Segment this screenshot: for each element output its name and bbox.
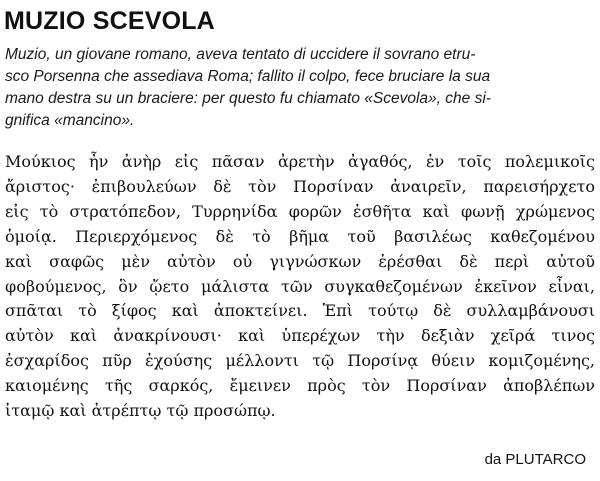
greek-line: ἄριστος· ἐπιβουλεύων δὲ τὸν Πορσίναν ἀναιρεῖν, παρεισήρχετο — [5, 176, 595, 196]
intro-paragraph — [5, 44, 590, 132]
greek-line: αὐτὸν καὶ ἀνακρίνουσι· καὶ ὑπερέχων τὴν δεξιὰν χεῖρά τινος — [5, 326, 595, 346]
greek-text-body — [5, 150, 595, 424]
greek-line: Μούκιος ἦν ἀνὴρ εἰς πᾶσαν ἀρετὴν ἀγαθός, ἐν τοῖς πολεμικοῖς — [5, 152, 595, 171]
greek-line: ὁμοίᾳ. Περιερχόμενος δὲ τὸ βῆμα τοῦ βασιλέως καθεζομένου — [5, 226, 595, 246]
intro-line: gnifica «mancino». — [5, 112, 135, 129]
greek-line: ἐσχαρίδος πῦρ ἐχούσης μέλλοντι τῷ Πορσίνᾳ θύειν κομιζομένης, — [5, 351, 595, 371]
greek-line: εἰς τὸ στρατόπεδον, Τυρρηνίδα φορῶν ἐσθῆτα καὶ φωνῇ χρώμενος — [5, 201, 595, 221]
greek-line: καιομένης τῆς σαρκός, ἔμεινεν πρὸς τὸν Πορσίναν ἀποβλέπων — [5, 376, 595, 396]
greek-line: καὶ σαφῶς μὲν αὐτὸν οὐ γιγνώσκων ἐρέσθαι δὲ περὶ αὐτοῦ — [5, 251, 595, 271]
intro-line: Muzio, un giovane romano, aveva tentato di uccidere il sovrano etru- — [5, 46, 476, 63]
intro-line: sco Porsenna che assediava Roma; fallito il colpo, fece bruciare la sua — [5, 68, 491, 85]
source-attribution: da PLUTARCO — [484, 451, 586, 468]
greek-line: ἰταμῷ καὶ ἀτρέπτῳ τῷ προσώπῳ. — [5, 401, 276, 421]
intro-line: mano destra su un braciere: per questo fu chiamato «Scevola», che si- — [5, 90, 491, 107]
page-title: MUZIO SCEVOLA — [4, 7, 215, 35]
greek-line: φοβούμενος, ὃν ᾤετο μάλιστα τῶν συγκαθεζομένων ἐκεῖνον εἶναι, — [5, 276, 595, 296]
greek-line: σπᾶται τὸ ξίφος καὶ ἀποκτείνει. Ἐπὶ τούτῳ δὲ συλλαμβάνουσι — [5, 301, 595, 321]
